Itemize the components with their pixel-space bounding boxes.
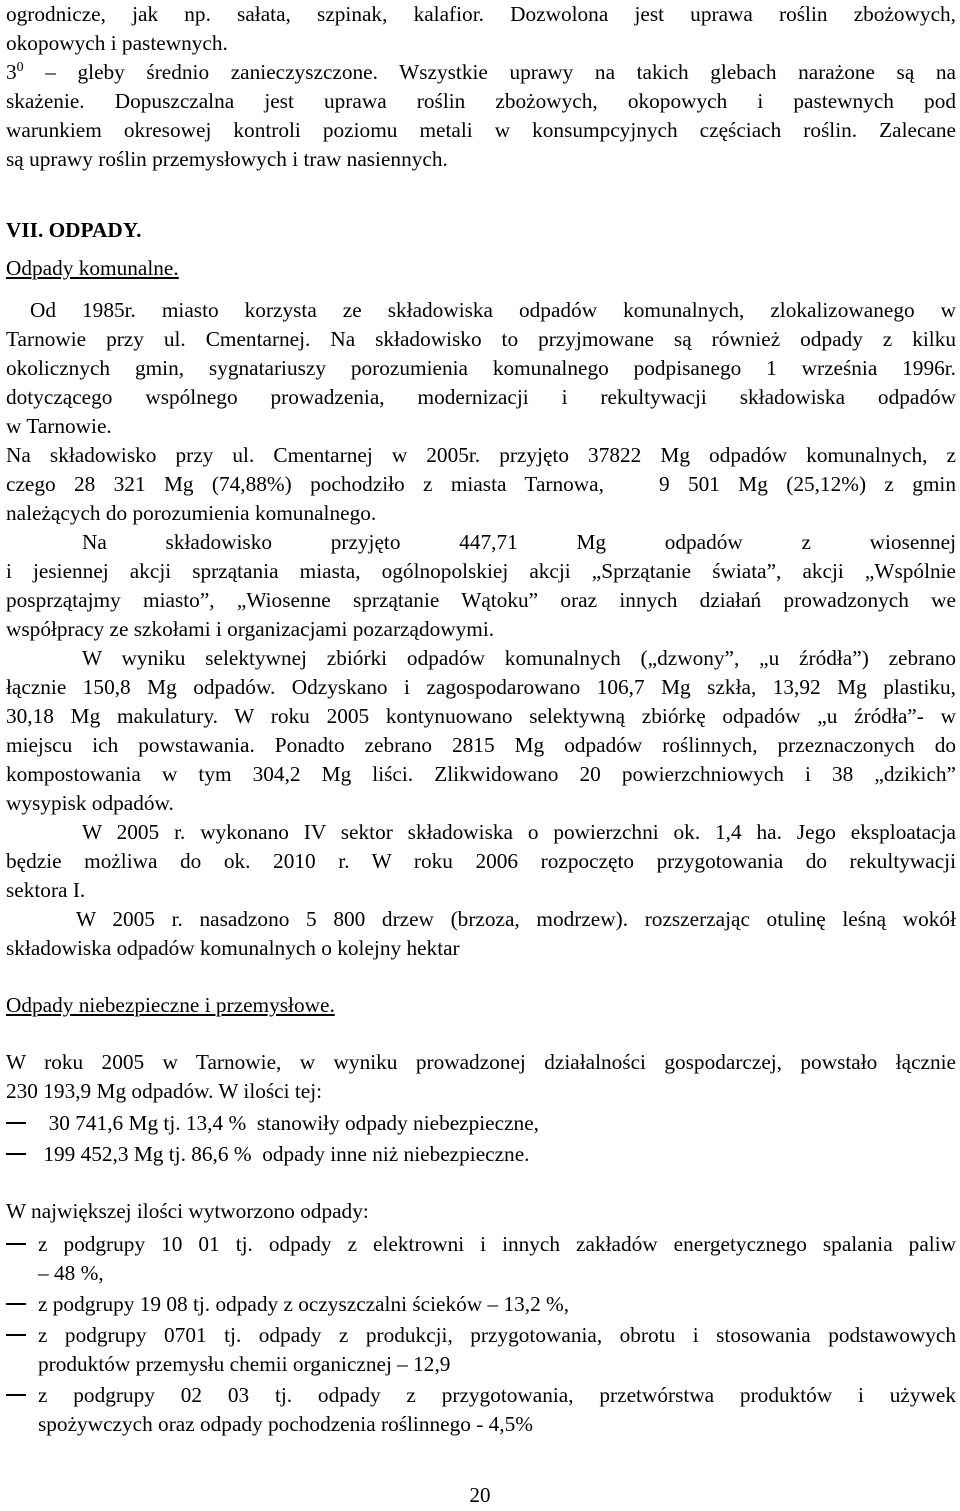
dash-bullet-icon (6, 1321, 38, 1350)
list-item-text: z podgrupy 0701 tj. odpady z produkcji, przygotowania, obrotu i stosowania podstawowych (38, 1323, 956, 1347)
municipal-paragraph-3 (6, 528, 956, 644)
text-line: łącznie 150,8 Mg odpadów. Odzyskano i zagospodarowano 106,7 Mg szkła, 13,92 Mg plastiku, (6, 675, 956, 699)
dash-bullet-icon (6, 1109, 38, 1138)
list-item (6, 1321, 956, 1379)
intro-paragraph (6, 0, 956, 174)
list-item (6, 1290, 956, 1319)
text-line: wysypisk odpadów. (6, 791, 174, 815)
list-item-text: z podgrupy 19 08 tj. odpady z oczyszczalni ścieków – 13,2 %, (38, 1292, 570, 1316)
text-line: współpracy ze szkołami i organizacjami pozarządowymi. (6, 617, 495, 641)
dash-bullet-icon (6, 1230, 38, 1259)
municipal-paragraph-6 (6, 905, 956, 963)
text-line: okolicznych gmin, sygnatariuszy porozumienia komunalnego podpisanego 1 września 1996r. (6, 356, 956, 380)
text-line: 30,18 Mg makulatury. W roku 2005 kontynuowano selektywną zbiórkę odpadów „u źródła”- w (6, 704, 956, 728)
list-item (6, 1140, 956, 1169)
list-item-body (38, 1230, 956, 1288)
list-item-text: z podgrupy 10 01 tj. odpady z elektrowni i innych zakładów energetycznego spalania paliw (38, 1232, 956, 1256)
largest-waste-intro: W największej ilości wytworzono odpady: (6, 1199, 369, 1223)
text-line: skażenie. Dopuszczalna jest uprawa roślin zbożowych, okopowych i pastewnych pod (6, 89, 956, 113)
list-item-text: 30 741,6 Mg tj. 13,4 % stanowiły odpady niebezpieczne, (38, 1111, 539, 1135)
list-item (6, 1109, 956, 1138)
text-line: 230 193,9 Mg odpadów. W ilości tej: (6, 1079, 323, 1103)
list-item-body (38, 1321, 956, 1379)
text-line: są uprawy roślin przemysłowych i traw nasiennych. (6, 147, 448, 171)
text-line: Tarnowie przy ul. Cmentarnej. Na składowisko to przyjmowane są również odpady z kilku (6, 327, 956, 351)
list-item-body (38, 1290, 956, 1319)
text-line: ogrodnicze, jak np. sałata, szpinak, kalafior. Dozwolona jest uprawa roślin zbożowych, (6, 2, 956, 26)
municipal-paragraph-2 (6, 441, 956, 528)
dash-bullet-icon (6, 1290, 38, 1319)
text-line: i jesiennej akcji sprzątania miasta, ogólnopolskiej akcji „Sprzątanie świata”, akcji „Wspólnie (6, 559, 956, 583)
text-line: kompostowania w tym 304,2 Mg liści. Zlikwidowano 20 powierzchniowych i 38 „dzikich” (6, 762, 956, 786)
section-heading: VII. ODPADY. (6, 218, 142, 242)
hazardous-intro (6, 1048, 956, 1106)
text-line: dotyczącego wspólnego prowadzenia, modernizacji i rekultywacji składowiska odpadów (6, 385, 956, 409)
text-line: miejscu ich powstawania. Ponadto zebrano 2815 Mg odpadów roślinnych, przeznaczonych do (6, 733, 956, 757)
text-line: Od 1985r. miasto korzysta ze składowiska odpadów komunalnych, zlokalizowanego w (30, 298, 956, 322)
list-item-body (38, 1381, 956, 1439)
text-line: W wyniku selektywnej zbiórki odpadów komunalnych („dzwony”, „u źródła”) zebrano (82, 646, 956, 670)
list-item-text: z podgrupy 02 03 tj. odpady z przygotowania, przetwórstwa produktów i używek (38, 1383, 956, 1407)
list-item (6, 1230, 956, 1288)
text-line: W 2005 r. nasadzono 5 800 drzew (brzoza, modrzew). rozszerzając otulinę leśną wokół (76, 907, 956, 931)
list-item-text: spożywczych oraz odpady pochodzenia roślinnego - 4,5% (38, 1412, 533, 1436)
list-item-text: – 48 %, (38, 1261, 104, 1285)
list-item-text: produktów przemysłu chemii organicznej – 12,9 (38, 1352, 451, 1376)
subheading-hazardous: Odpady niebezpieczne i przemysłowe. (6, 993, 335, 1017)
text-line (6, 58, 956, 87)
text-line: warunkiem okresowej kontroli poziomu metali w konsumpcyjnych częściach roślin. Zalecane (6, 118, 956, 142)
category-number: 3 (6, 60, 17, 84)
list-item-text: 199 452,3 Mg tj. 86,6 % odpady inne niż niebezpieczne. (38, 1142, 530, 1166)
municipal-paragraph-1 (6, 296, 956, 441)
text-line: składowiska odpadów komunalnych o kolejny hektar (6, 936, 460, 960)
document-page (6, 0, 956, 1439)
subheading-municipal: Odpady komunalne. (6, 256, 179, 280)
text-line: sektora I. (6, 878, 86, 902)
text-line: W roku 2005 w Tarnowie, w wyniku prowadzonej działalności gospodarczej, powstało łącznie (6, 1050, 956, 1074)
text-fragment: – gleby średnio zanieczyszczone. Wszystkie uprawy na takich glebach narażone są na (23, 60, 956, 84)
text-line: Na składowisko przyjęto 447,71 Mg odpadów z wiosennej (82, 530, 956, 554)
municipal-paragraph-4 (6, 644, 956, 818)
text-line: Na składowisko przy ul. Cmentarnej w 2005r. przyjęto 37822 Mg odpadów komunalnych, z (6, 443, 956, 467)
municipal-paragraph-5 (6, 818, 956, 905)
dash-bullet-icon (6, 1381, 38, 1410)
text-line: okopowych i pastewnych. (6, 31, 228, 55)
dash-bullet-icon (6, 1140, 38, 1169)
text-line: należących do porozumienia komunalnego. (6, 501, 377, 525)
list-item (6, 1381, 956, 1439)
category-superscript: 0 (16, 59, 24, 75)
waste-type-list (6, 1109, 956, 1169)
text-line: w Tarnowie. (6, 414, 112, 438)
text-line: W 2005 r. wykonano IV sektor składowiska o powierzchni ok. 1,4 ha. Jego eksploatacja (82, 820, 956, 844)
text-line: będzie możliwa do ok. 2010 r. W roku 2006 rozpoczęto przygotowania do rekultywacji (6, 849, 956, 873)
largest-waste-list (6, 1230, 956, 1439)
page-number: 20 (469, 1483, 491, 1507)
text-line: czego 28 321 Mg (74,88%) pochodziło z miasta Tarnowa, 9 501 Mg (25,12%) z gmin (6, 472, 956, 496)
text-line: posprzątajmy miasto”, „Wiosenne sprzątanie Wątoku” oraz innych działań prowadzonych we (6, 588, 956, 612)
